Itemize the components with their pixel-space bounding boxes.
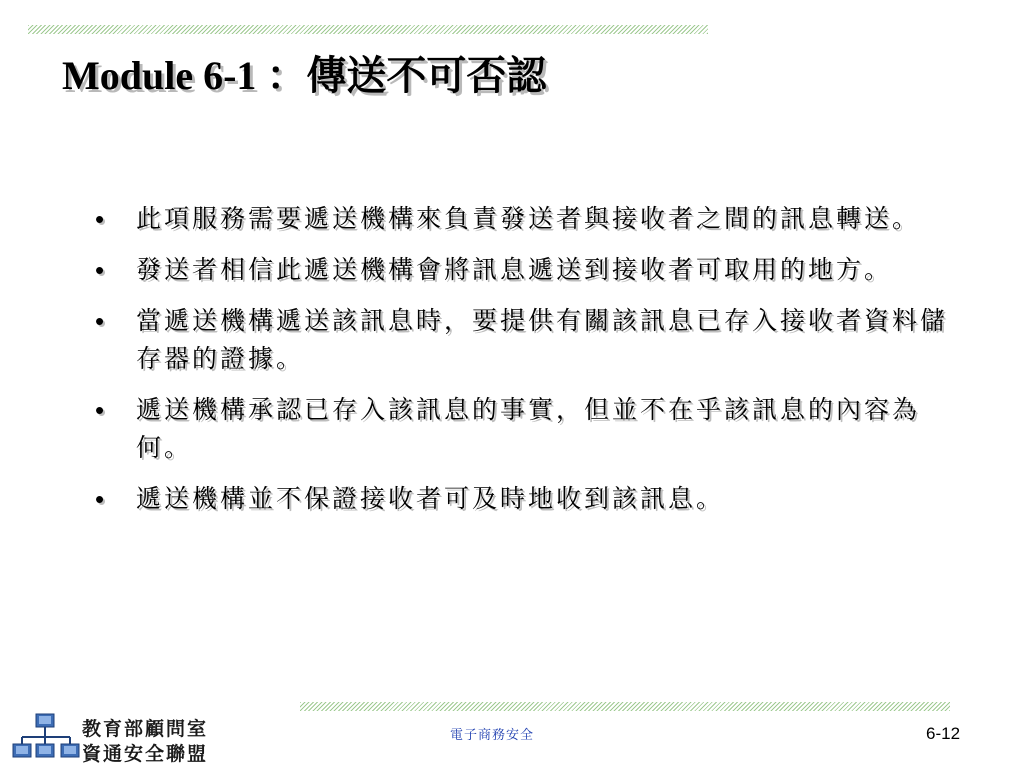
logo-text-line-2: 資通安全聯盟	[82, 743, 209, 765]
bullet-icon: •	[95, 204, 108, 234]
title-module-label: Module 6-1	[62, 53, 267, 98]
bullet-icon: •	[95, 484, 108, 514]
bullet-icon: •	[95, 395, 108, 425]
bullet-item	[95, 200, 965, 238]
organization-logo	[12, 712, 222, 764]
logo-text-line-1: 教育部顧問室	[82, 718, 209, 740]
bullet-list	[95, 200, 965, 531]
network-icon	[12, 712, 82, 764]
bullet-text: 當遞送機構遞送該訊息時，要提供有關該訊息已存入接收者資料儲存器的證據。	[136, 306, 949, 373]
bullet-text: 遞送機構並不保證接收者可及時地收到該訊息。	[136, 484, 725, 513]
bullet-item	[95, 251, 965, 289]
bullet-item	[95, 391, 965, 467]
bullet-item	[95, 480, 965, 518]
bullet-icon: •	[95, 306, 108, 336]
slide-title	[62, 44, 546, 101]
bullet-text: 遞送機構承認已存入該訊息的事實，但並不在乎該訊息的內容為何。	[136, 395, 921, 462]
bullet-text: 發送者相信此遞送機構會將訊息遞送到接收者可取用的地方。	[136, 255, 893, 284]
bullet-icon: •	[95, 255, 108, 285]
page-number: 6-12	[926, 724, 961, 743]
footer-course-title: 電子商務安全	[450, 728, 535, 743]
bullet-item	[95, 302, 965, 378]
title-topic: ：傳送不可否認	[266, 52, 547, 99]
top-decorative-stripe	[28, 25, 708, 34]
bottom-decorative-stripe	[300, 702, 950, 711]
bullet-text: 此項服務需要遞送機構來負責發送者與接收者之間的訊息轉送。	[136, 204, 921, 233]
